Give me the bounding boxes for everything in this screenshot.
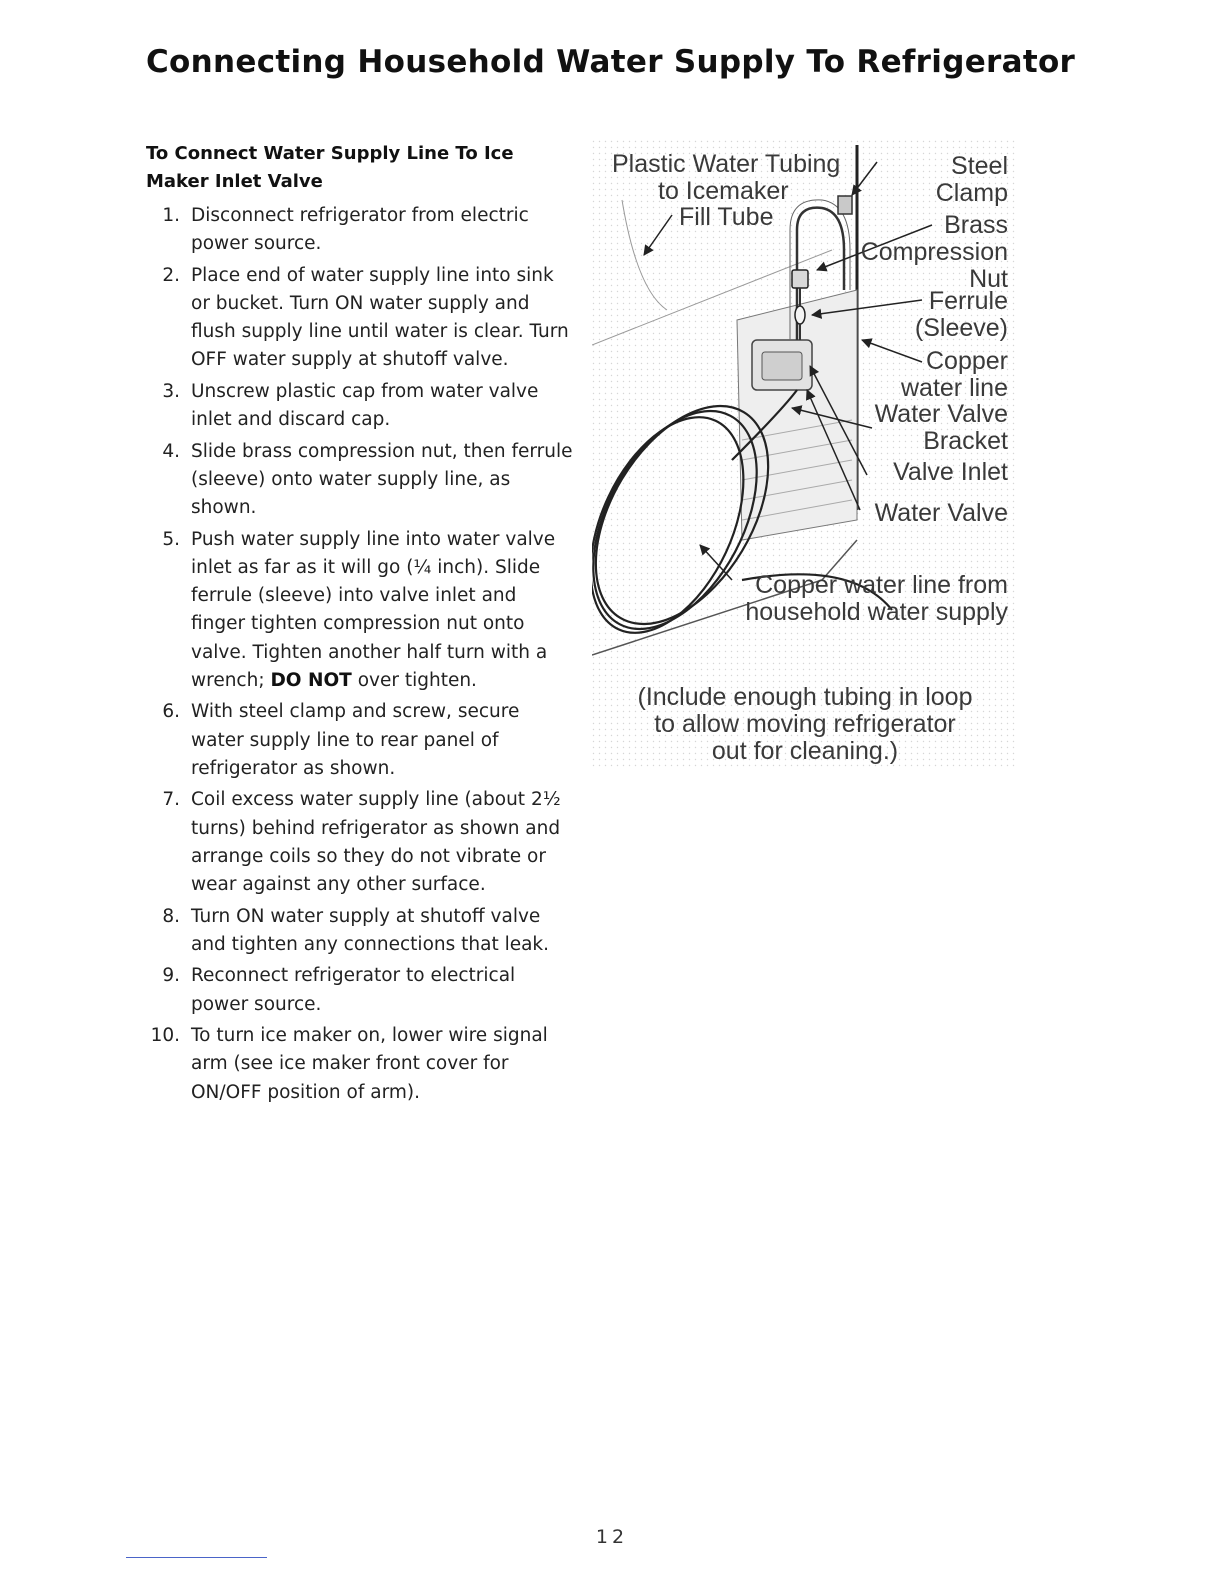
brass-compression-nut [792,270,808,288]
step-3 [146,378,576,434]
step-number: 10. [150,1025,180,1047]
step-text: Coil excess water supply line (about 2½ turns) behind refrigerator as shown and arrange coils so they do not vibrate or wear against any other surface. [191,789,561,896]
step-2 [146,262,576,375]
label-clamp: Clamp [935,179,1008,207]
step-number: 7. [162,789,180,811]
step-number: 6. [162,701,180,723]
water-connection-diagram [592,140,1018,770]
step-text: With steel clamp and screw, secure water supply line to rear panel of refrigerator as shown. [191,701,520,779]
label-plastic-tubing-line1: Plastic Water Tubing [612,150,841,178]
label-ferrule: Ferrule [928,287,1008,315]
page-number: 12 [595,1526,629,1548]
step-number: 2. [162,264,180,286]
label-copper-from-household-line1: Copper water line from [755,571,1008,599]
label-copper: Copper [926,347,1008,375]
footer-rule [126,1557,267,1558]
step-8 [146,903,576,959]
step-text: Slide brass compression nut, then ferrule (sleeve) onto water supply line, as shown. [191,440,573,519]
page-title: Connecting Household Water Supply To Refrigerator [146,44,1076,80]
label-brass: Brass [944,211,1008,239]
steps-list [146,202,576,1107]
label-water-valve-bracket-line1: Water Valve [874,400,1008,428]
step-number: 5. [162,528,180,550]
step-number: 9. [162,965,180,987]
note-line1: (Include enough tubing in loop [637,683,973,711]
step-text: Disconnect refrigerator from electric power source. [191,205,529,255]
step-number: 3. [162,381,180,402]
instructions-column [146,140,576,1110]
steel-clamp [838,196,852,214]
water-valve-solenoid [762,352,802,380]
step-5 [146,526,576,695]
step-number: 4. [162,440,180,462]
label-fill-tube: Fill Tube [679,203,774,231]
step-text-end: over tighten. [351,669,477,691]
step-6 [146,698,576,783]
step-text: Reconnect refrigerator to electrical power source. [191,965,516,1015]
label-sleeve: (Sleeve) [914,314,1008,342]
step-text: Unscrew plastic cap from water valve inlet and discard cap. [191,381,539,431]
step-7 [146,786,576,899]
step-warning: DO NOT [270,669,352,691]
label-plastic-tubing-line2: to Icemaker [658,177,789,205]
label-water-line: water line [901,374,1008,402]
step-text: To turn ice maker on, lower wire signal arm (see ice maker front cover for ON/OFF position of arm). [191,1025,548,1103]
step-text: Turn ON water supply at shutoff valve and tighten any connections that leak. [191,905,550,955]
label-steel: Steel [951,152,1008,180]
step-10 [146,1022,576,1107]
label-bracket: Bracket [923,427,1008,455]
step-number: 8. [162,905,180,927]
note-line2: to allow moving refrigerator [654,710,956,738]
note-line3: out for cleaning.) [711,737,899,765]
label-valve-inlet: Valve Inlet [893,458,1008,486]
label-copper-from-household-line2: household water supply [745,598,1008,626]
step-number: 1. [162,205,180,226]
section-heading: To Connect Water Supply Line To Ice Maker Inlet Valve [146,143,514,192]
step-1 [146,202,576,258]
step-9 [146,962,576,1018]
step-text: Place end of water supply line into sink or bucket. Turn ON water supply and flush supply line until water is clear. Turn OFF water supply at shutoff valve. [191,264,569,371]
label-water-valve: Water Valve [874,499,1008,527]
ferrule-sleeve [795,306,805,324]
step-text: Push water supply line into water valve inlet as far as it will go (¼ inch). Slide ferrule (sleeve) into valve inlet and finger tighten compression nut onto valve. Tighten another half turn with a wrench; [191,528,556,691]
label-nut: Nut [969,265,1008,293]
step-4 [146,438,576,523]
label-compression: Compression [860,238,1008,266]
